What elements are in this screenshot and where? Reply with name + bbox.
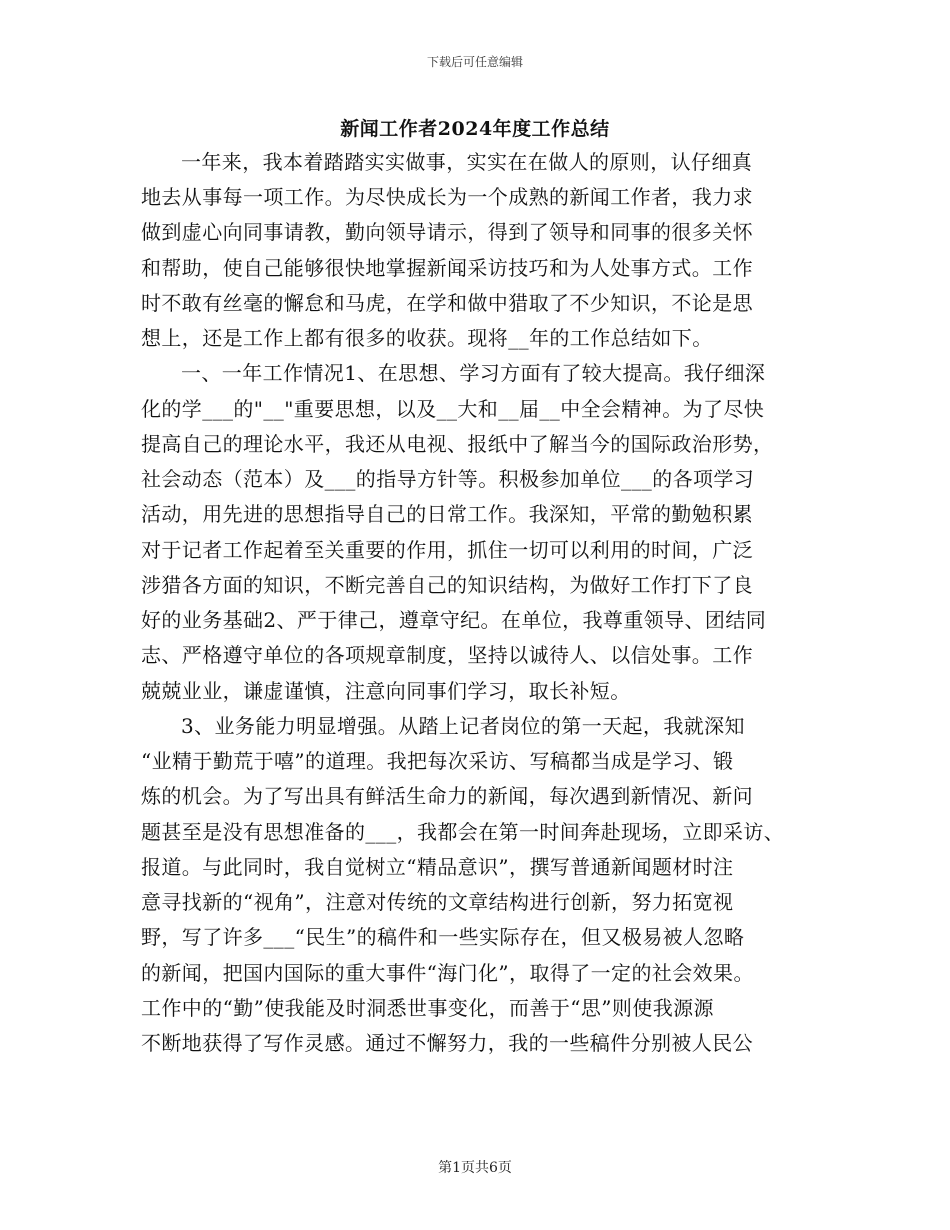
body-line: 题甚至是没有思想准备的___，我都会在第一时间奔赴现场，立即采访、 (141, 820, 785, 844)
body-line: 时不敢有丝毫的懈怠和马虎，在学和做中猎取了不少知识，不论是思 (141, 291, 753, 315)
body-line: 想上，还是工作上都有很多的收获。现将__年的工作总结如下。 (141, 326, 713, 350)
body-line: 兢兢业业，谦虚谨慎，注意向同事们学习，取长补短。 (141, 679, 631, 703)
body-line: 对于记者工作起着至关重要的作用，抓住一切可以利用的时间，广泛 (141, 538, 753, 562)
body-line: 涉猎各方面的知识，不断完善自己的知识结构，为做好工作打下了良 (141, 573, 753, 597)
document-title: 新闻工作者2024年度工作总结 (340, 118, 610, 140)
body-line: 做到虚心向同事请教，勤向领导请示，得到了领导和同事的很多关怀 (141, 220, 753, 244)
body-line: 好的业务基础2、严于律己，遵章守纪。在单位，我尊重领导、团结同 (141, 608, 767, 632)
body-line: 一年来，我本着踏踏实实做事，实实在在做人的原则，认仔细真 (181, 150, 753, 174)
body-line: 不断地获得了写作灵感。通过不懈努力，我的一些稿件分别被人民公 (141, 1031, 753, 1055)
body-line: 活动，用先进的思想指导自己的日常工作。我深知，平常的勤勉积累 (141, 502, 753, 526)
body-line: 地去从事每一项工作。为尽快成长为一个成熟的新闻工作者，我力求 (141, 185, 753, 209)
body-line: 炼的机会。为了写出具有鲜活生命力的新闻，每次遇到新情况、新问 (141, 784, 753, 808)
body-line: 野，写了许多___“民生”的稿件和一些实际存在，但又极易被人忽略 (141, 925, 745, 949)
body-line: 意寻找新的“视角”，注意对传统的文章结构进行创新，努力拓宽视 (141, 890, 734, 914)
body-line: 提高自己的理论水平，我还从电视、报纸中了解当今的国际政治形势， (141, 432, 774, 456)
body-line: “业精于勤荒于嘻”的道理。我把每次采访、写稿都当成是学习、锻 (141, 749, 734, 773)
header-note: 下载后可任意编辑 (426, 55, 523, 69)
body-line: 社会动态（范本）及___的指导方针等。积极参加单位___的各项学习 (141, 467, 755, 491)
body-line: 化的学___的"__"重要思想，以及__大和__届__中全会精神。为了尽快 (141, 397, 765, 421)
page-number-footer: 第1页共6页 (438, 1160, 512, 1176)
body-line: 的新闻，把国内国际的重大事件“海门化”，取得了一定的社会效果。 (141, 961, 754, 985)
body-line: 报道。与此同时，我自觉树立“精品意识”，撰写普通新闻题材时注 (141, 855, 734, 879)
body-line: 一、一年工作情况1、在思想、学习方面有了较大提高。我仔细深 (181, 361, 766, 385)
body-line: 和帮助，使自己能够很快地掌握新闻采访技巧和为人处事方式。工作 (141, 256, 753, 280)
body-line: 工作中的“勤”使我能及时洞悉世事变化，而善于“思”则使我源源 (141, 996, 714, 1020)
body-line: 3、业务能力明显增强。从踏上记者岗位的第一天起，我就深知 (181, 714, 745, 738)
body-line: 志、严格遵守单位的各项规章制度，坚持以诚待人、以信处事。工作 (141, 643, 753, 667)
